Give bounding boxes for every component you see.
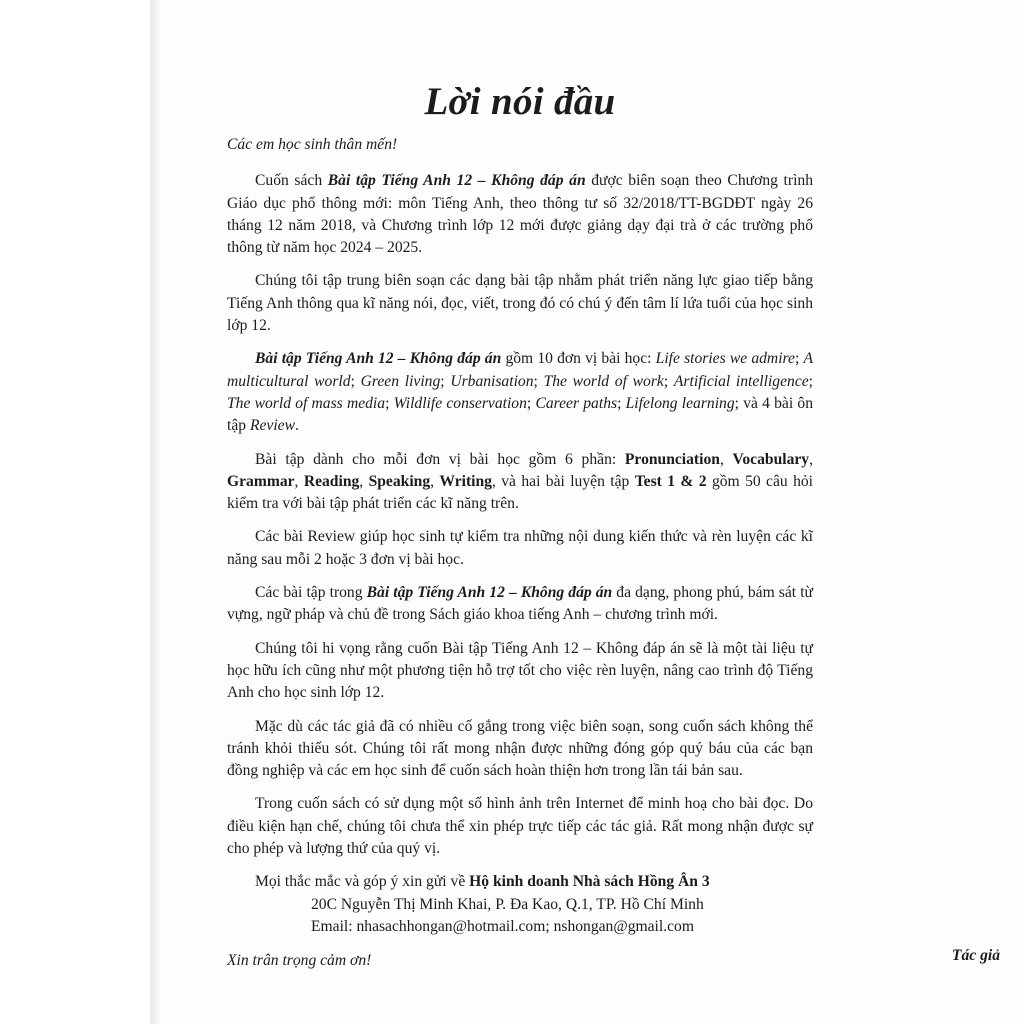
book-title: Bài tập Tiếng Anh 12 – Không đáp án — [366, 584, 613, 602]
separator: , — [719, 450, 733, 468]
separator: ; — [440, 372, 451, 390]
paragraph-text: . — [294, 417, 299, 435]
separator: ; — [526, 394, 536, 412]
signature: Tác giả — [951, 947, 1000, 964]
contact-intro — [227, 871, 813, 893]
separator: ; — [617, 394, 626, 412]
book-title: Bài tập Tiếng Anh 12 – Không đáp án — [255, 350, 502, 368]
paragraph-feedback: Mặc dù các tác giả đã có nhiều cố gắng trong việc biên soạn, song cuốn sách không thể tránh khỏi thiếu sót. Chúng tôi rất mong nhận được những đóng góp quý báu của các bạn đồng nghiệp và các em học sinh để cuốn sách hoàn thiện hơn trong lần tái bản sau. — [227, 717, 813, 780]
paragraph-text: đa dạng, phong phú, bám sát từ vựng, ngữ pháp và chủ đề trong Sách giáo khoa tiếng Anh – chương trình mới. — [227, 584, 813, 624]
paragraph-review: Các bài Review giúp học sinh tự kiểm tra những nội dung kiến thức và rèn luyện các kĩ năng sau mỗi 2 hoặc 3 đơn vị bài học. — [227, 528, 813, 568]
separator: ; — [794, 350, 804, 368]
unit-title: A multicultural world — [227, 350, 813, 390]
separator: ; — [808, 372, 813, 390]
separator: ; — [385, 394, 394, 412]
paragraph-intro — [227, 170, 813, 259]
greeting: Các em học sinh thân mến! — [227, 136, 398, 153]
page-content — [227, 78, 813, 973]
unit-title: The world of work — [543, 372, 664, 390]
book-page — [160, 0, 1024, 1024]
unit-title: Green living — [360, 372, 441, 390]
page-title: Lời nói đầu — [424, 80, 616, 123]
book-title: Bài tập Tiếng Anh 12 – Không đáp án — [327, 172, 586, 190]
paragraph-text: gồm 50 câu hỏi kiểm tra với bài tập phát triển các kĩ năng trên. — [227, 472, 813, 513]
review-label: Review — [249, 417, 295, 435]
separator: ; — [350, 372, 361, 390]
publisher-email: Email: nhasachhongan@hotmail.com; nshongan@gmail.com — [311, 917, 694, 935]
unit-title: Career paths — [535, 394, 618, 412]
paragraph-text: Bài tập dành cho mỗi đơn vị bài học gồm 6 phần: — [255, 450, 625, 468]
section-name: Reading — [303, 472, 360, 490]
paragraph-text: , và hai bài luyện tập — [491, 472, 635, 490]
section-name: Pronunciation — [624, 450, 720, 468]
section-name: Vocabulary — [732, 450, 810, 468]
unit-title: Wildlife conservation — [393, 394, 527, 412]
unit-title: The world of mass media — [227, 394, 386, 412]
paragraph-text: gồm 10 đơn vị bài học: — [501, 350, 656, 368]
publisher-name: Hộ kinh doanh Nhà sách Hồng Ân 3 — [469, 873, 710, 891]
paragraph-text: được biên soạn theo Chương trình Giáo dục phổ thông mới: môn Tiếng Anh, theo thông tư số 32/2018/TT-BGDĐT ngày 26 tháng 12 năm 2018, và Chương trình lớp 12 mới được giảng dạy đại trà ở các trường phổ thông từ năm học 2024 – 2025. — [227, 172, 813, 257]
paragraph-sections — [227, 449, 813, 516]
separator: , — [359, 472, 369, 490]
section-name: Grammar — [227, 472, 295, 490]
paragraph-variety — [227, 582, 813, 627]
publisher-address: 20C Nguyễn Thị Minh Khai, P. Đa Kao, Q.1, TP. Hồ Chí Minh — [311, 895, 704, 913]
separator: ; — [533, 372, 544, 390]
separator: , — [809, 450, 813, 468]
separator: , — [430, 472, 440, 490]
paragraph-images: Trong cuốn sách có sử dụng một số hình ảnh trên Internet để minh hoạ cho bài đọc. Do điều kiện hạn chế, chúng tôi chưa thể xin phép trực tiếp các tác giả. Rất mong nhận được sự cho phép và lượng thứ của quý vị. — [227, 795, 813, 858]
paragraph-text: Mọi thắc mắc và góp ý xin gửi về — [255, 873, 470, 891]
separator: , — [294, 472, 304, 490]
tests-label: Test 1 & 2 — [634, 472, 707, 490]
section-name: Writing — [439, 472, 492, 490]
paragraph-text: Các bài tập trong — [255, 584, 367, 602]
paragraph-focus: Chúng tôi tập trung biên soạn các dạng bài tập nhằm phát triển năng lực giao tiếp bằng Tiếng Anh thông qua kĩ năng nói, đọc, viết, trong đó có chú ý đến tâm lí lứa tuổi của học sinh lớp 12. — [227, 272, 813, 335]
unit-title: Lifelong learning — [625, 394, 735, 412]
paragraph-units — [227, 348, 813, 437]
closing: Xin trân trọng cảm ơn! — [227, 952, 372, 970]
paragraph-text: ; và 4 bài ôn tập — [227, 394, 813, 435]
separator: ; — [663, 372, 674, 390]
paragraph-text: Cuốn sách — [255, 172, 328, 190]
unit-title: Life stories we admire — [655, 350, 795, 368]
unit-title: Artificial intelligence — [673, 372, 809, 390]
unit-title: Urbanisation — [450, 372, 534, 390]
section-name: Speaking — [368, 472, 431, 490]
paragraph-hope: Chúng tôi hi vọng rằng cuốn Bài tập Tiếng Anh 12 – Không đáp án sẽ là một tài liệu tự học hữu ích cũng như một phương tiện hỗ trợ tốt cho việc rèn luyện, nâng cao trình độ Tiếng Anh cho học sinh lớp 12. — [227, 639, 813, 702]
